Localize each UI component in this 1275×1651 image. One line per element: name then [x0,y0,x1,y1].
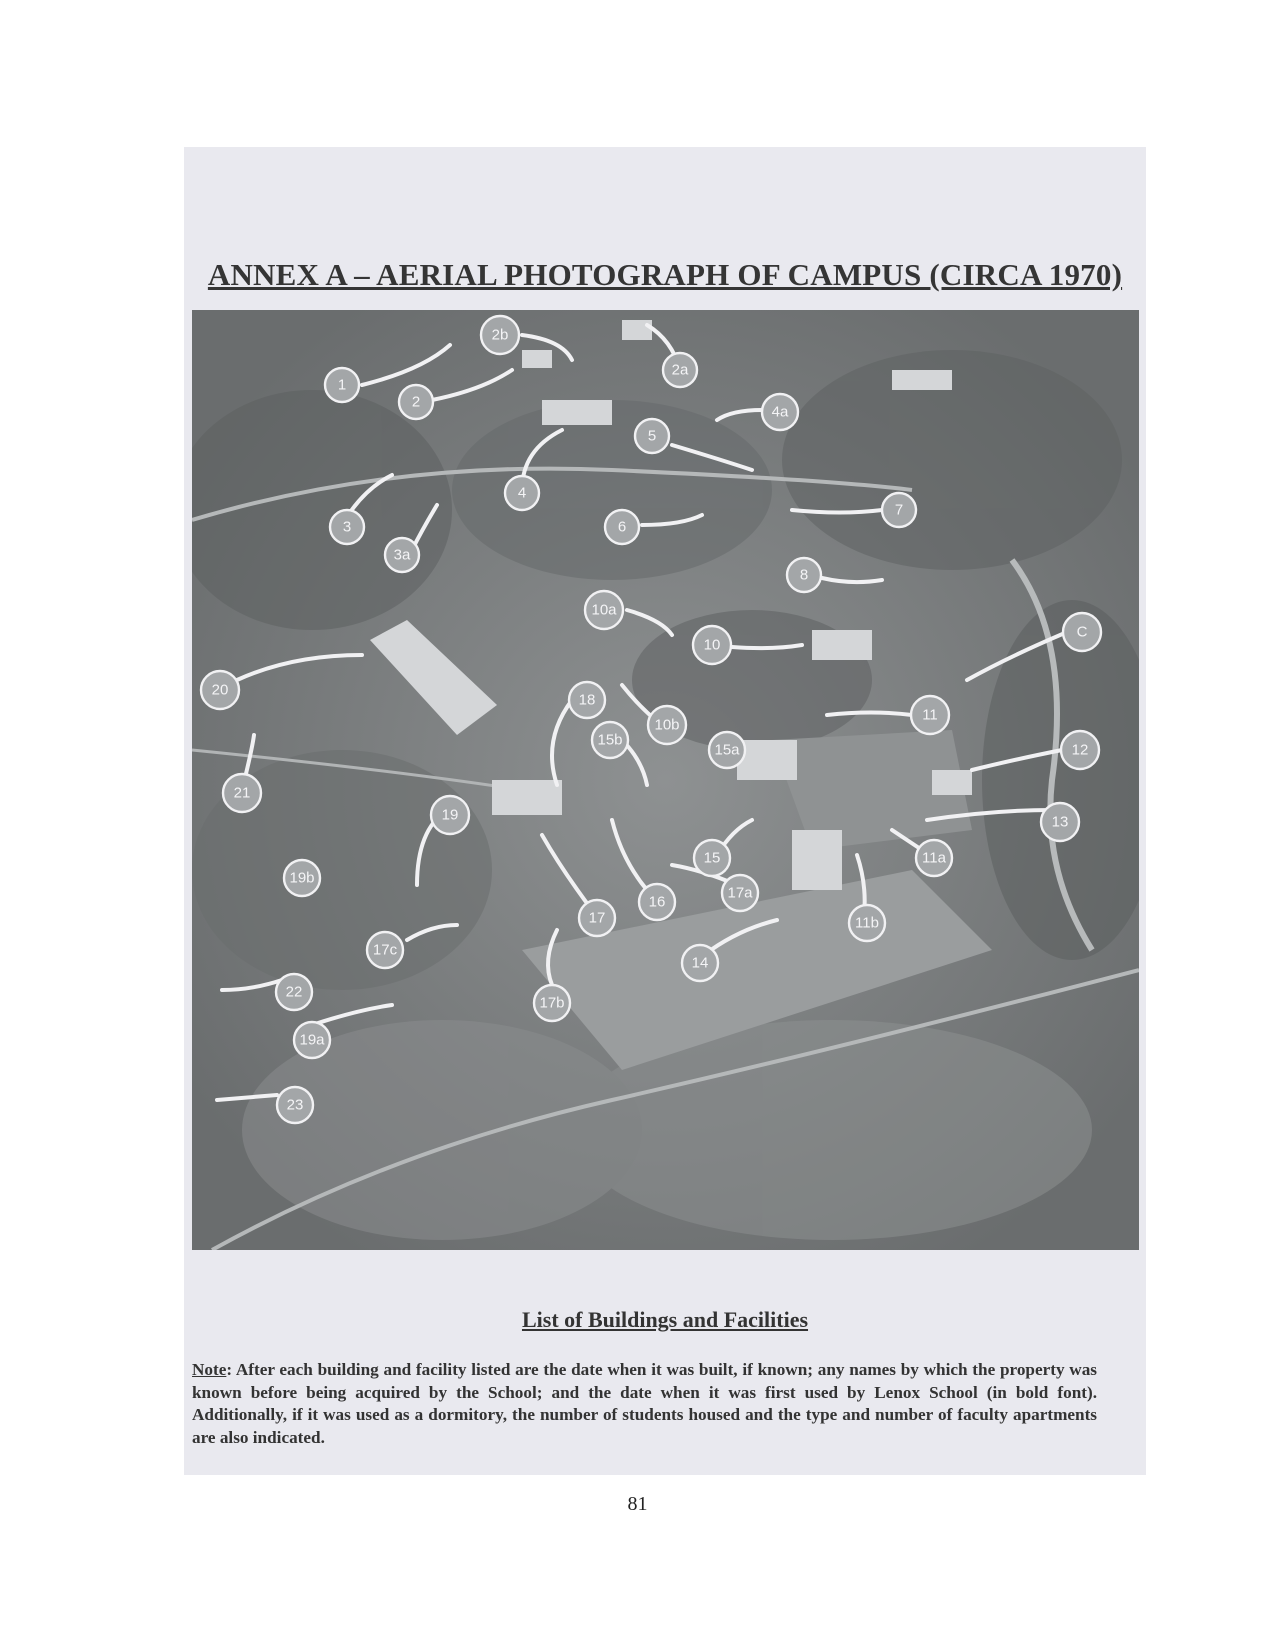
svg-text:2: 2 [411,393,421,411]
svg-text:20: 20 [211,681,229,699]
svg-text:5: 5 [647,427,657,445]
svg-text:4a: 4a [771,403,789,421]
map-label [694,840,730,876]
map-label [762,394,798,430]
map-label [284,860,320,896]
page-number: 81 [627,1493,648,1515]
svg-text:2b: 2b [491,326,509,344]
map-label [505,476,539,510]
svg-text:23: 23 [286,1096,304,1114]
svg-text:15a: 15a [714,741,740,759]
svg-text:17c: 17c [372,941,398,959]
map-label [592,722,628,758]
svg-text:17a: 17a [727,884,753,902]
svg-text:16: 16 [648,893,666,911]
svg-text:11: 11 [922,706,938,724]
map-label [330,510,364,544]
annex-panel [184,147,1146,1475]
note-paragraph [192,1359,1097,1449]
map-label [1061,731,1099,769]
list-title: List of Buildings and Facilities [521,1307,809,1332]
map-label [635,419,669,453]
svg-text:17: 17 [588,909,606,927]
svg-text:19: 19 [441,806,459,824]
svg-text:C: C [1076,623,1088,641]
svg-text:12: 12 [1071,741,1089,759]
map-label [579,900,615,936]
map-label [1063,613,1101,651]
map-label [431,796,469,834]
aerial-photograph [192,310,1139,1250]
svg-text:6: 6 [617,518,627,536]
map-label [399,385,433,419]
map-label [585,591,623,629]
map-label [916,840,952,876]
map-label [639,884,675,920]
svg-text:19b: 19b [289,869,315,887]
svg-text:19a: 19a [299,1031,325,1049]
map-label [201,671,239,709]
svg-text:3: 3 [342,518,352,536]
map-label [569,682,605,718]
svg-text:13: 13 [1051,813,1069,831]
map-label [648,706,686,744]
map-label [534,985,570,1021]
svg-text:15: 15 [703,849,721,867]
svg-text:1: 1 [337,376,347,394]
svg-text:10a: 10a [591,601,617,619]
svg-text:17b: 17b [539,994,565,1012]
svg-text:10: 10 [703,636,721,654]
map-label [605,510,639,544]
svg-text:3a: 3a [393,546,411,564]
map-label [294,1022,330,1058]
svg-text:18: 18 [578,691,596,709]
svg-text:7: 7 [894,501,904,519]
svg-text:15b: 15b [597,731,623,749]
svg-text:10b: 10b [654,716,680,734]
svg-text:21: 21 [233,784,251,802]
map-label [722,875,758,911]
map-label [709,732,745,768]
map-label [849,905,885,941]
map-label [385,538,419,572]
annex-title: ANNEX A – AERIAL PHOTOGRAPH OF CAMPUS (CIRCA 1970) [207,257,1123,292]
svg-text:11b: 11b [855,914,879,932]
map-label [276,974,312,1010]
note-label: Note [192,1360,227,1379]
map-label [882,493,916,527]
svg-text:14: 14 [691,954,709,972]
note-text: : After each building and facility listed are the date when it was built, if known; any names by which the property was known before being acquired by the School; and the date when it was first used by Lenox School (in bold font). Additionally, if it was used as a dormitory, the number of students housed and the type and number of faculty apartments are also indicated. [192,1360,1097,1447]
map-label [277,1087,313,1123]
map-label [663,353,697,387]
map-label [693,626,731,664]
aerial-photo-svg [192,310,1139,1250]
map-label [911,696,949,734]
map-label [481,316,519,354]
svg-text:11a: 11a [922,849,946,867]
svg-text:8: 8 [799,566,809,584]
map-label [325,368,359,402]
map-label [367,932,403,968]
svg-text:2a: 2a [671,361,689,379]
svg-text:4: 4 [517,484,527,502]
map-label [1041,803,1079,841]
map-label [223,774,261,812]
svg-text:22: 22 [285,983,303,1001]
map-label [682,945,718,981]
map-label [787,558,821,592]
